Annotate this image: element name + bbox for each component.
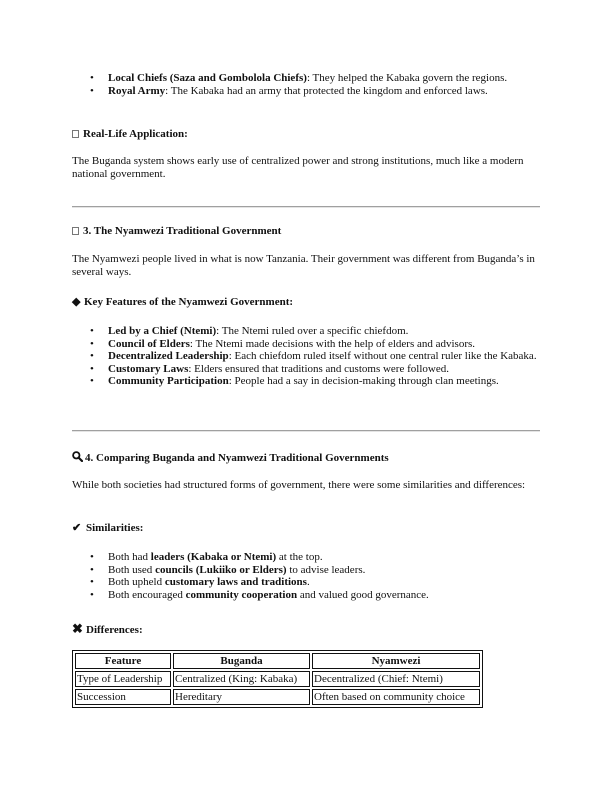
list-item: • Led by a Chief (Ntemi): The Ntemi ruled over a specific chiefdom. [108,325,576,338]
buganda-features-list [72,72,576,97]
differences-heading: ✖ Differences: [72,621,143,636]
list-item: • Customary Laws: Elders ensured that traditions and customs were followed. [108,363,576,376]
section-3-heading: 3. The Nyamwezi Traditional Government [72,225,540,238]
table-cell: Often based on community choice [312,689,480,705]
list-item: • Both had leaders (Kabaka or Ntemi) at the top. [108,551,576,564]
missing-glyph-icon [72,227,79,235]
section-3-intro: The Nyamwezi people lived in what is now Tanzania. Their government was different from Buganda’s in several ways. [72,253,535,278]
magnifier-icon [72,451,85,465]
section-4-heading: 4. Comparing Buganda and Nyamwezi Traditional Governments [72,451,540,465]
list-item: • Local Chiefs (Saza and Gombolola Chiefs): They helped the Kabaka govern the regions. [108,72,576,85]
differences-table [72,650,483,708]
similarities-heading: ✔ Similarities: [72,522,144,534]
section-4-intro: While both societies had structured forms of government, there were some similarities and differences: [72,479,526,491]
table-cell: Centralized (King: Kabaka) [173,671,310,687]
column-header: Nyamwezi [312,653,480,669]
list-item: • Council of Elders: The Ntemi made decisions with the help of elders and advisors. [108,338,576,351]
cross-icon: ✖ [72,621,83,636]
section-divider [72,430,540,432]
missing-glyph-icon [72,130,79,138]
list-item: • Community Participation: People had a say in decision-making through clan meetings. [108,375,576,388]
table-row [75,671,480,687]
table-cell: Succession [75,689,171,705]
real-life-body: The Buganda system shows early use of centralized power and strong institutions, much like a modern national government. [72,155,524,180]
table-cell: Type of Leadership [75,671,171,687]
list-item: • Both upheld customary laws and traditions. [108,576,576,589]
table-cell: Decentralized (Chief: Ntemi) [312,671,480,687]
column-header: Buganda [173,653,310,669]
list-item: • Both encouraged community cooperation and valued good governance. [108,589,576,602]
list-item: • Royal Army: The Kabaka had an army that protected the kingdom and enforced laws. [108,85,576,98]
key-features-heading: ◆ Key Features of the Nyamwezi Government: [72,296,294,308]
section-divider [72,206,540,208]
list-item: • Decentralized Leadership: Each chiefdom ruled itself without one central ruler like the Kabaka. [108,350,576,363]
real-life-heading: Real-Life Application: [72,128,540,141]
column-header: Feature [75,653,171,669]
nyamwezi-features-list [72,325,576,388]
similarities-list [72,551,576,601]
table-cell: Hereditary [173,689,310,705]
table-row [75,689,480,705]
list-item: • Both used councils (Lukiiko or Elders) to advise leaders. [108,564,576,577]
checkmark-icon: ✔ [72,522,82,534]
table-header-row [75,653,480,669]
diamond-icon: ◆ [72,296,81,308]
